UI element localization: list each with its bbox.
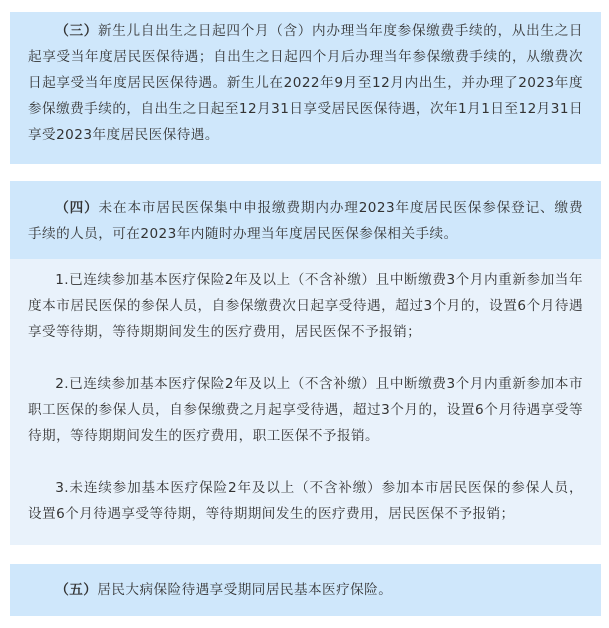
- section-4-text: 未在本市居民医保集中申报缴费期内办理2023年度居民医保参保登记、缴费手续的人员，可在2023年内随时办理当年度居民医保参保相关手续。: [28, 200, 583, 242]
- items-block: [10, 259, 601, 545]
- section-5-text: 居民大病保险待遇享受期同居民基本医疗保险。: [97, 582, 393, 598]
- section-3-block: [10, 12, 601, 164]
- section-3-label: （三）: [55, 23, 98, 39]
- section-5-block: [10, 564, 601, 616]
- section-3-paragraph: [28, 18, 583, 148]
- section-3-text: 新生儿自出生之日起四个月（含）内办理当年度参保缴费手续的，从出生之日起享受当年度居民医保待遇；自出生之日起四个月后办理当年参保缴费手续的，从缴费次日起享受当年度居民医保待遇。新生儿在2022年9月至12月内出生，并办理了2023年度参保缴费手续的，自出生之日起至12月31日享受居民医保待遇，次年1月1日至12月31日享受2023年度居民医保待遇。: [28, 23, 583, 143]
- section-4-label: （四）: [55, 200, 99, 216]
- section-4-block: [10, 181, 601, 259]
- list-item-1: 1.已连续参加基本医疗保险2年及以上（不含补缴）且中断缴费3个月内重新参加当年度本市居民医保的参保人员，自参保缴费次日起享受待遇，超过3个月的，设置6个月待遇享受等待期，等待期期间发生的医疗费用，居民医保不予报销；: [28, 272, 583, 340]
- section-5-label: （五）: [55, 582, 98, 598]
- section-4-paragraph: [28, 195, 583, 247]
- list-item-3: 3.未连续参加基本医疗保险2年及以上（不含补缴）参加本市居民医保的参保人员，设置6个月待遇享受等待期，等待期期间发生的医疗费用，居民医保不予报销；: [28, 480, 583, 522]
- section-5-paragraph: [28, 577, 583, 603]
- list-item-2: 2.已连续参加基本医疗保险2年及以上（不含补缴）且中断缴费3个月内重新参加本市职工医保的参保人员，自参保缴费之月起享受待遇，超过3个月的，设置6个月待遇享受等待期，等待期期间发生的医疗费用，职工医保不予报销。: [28, 376, 583, 444]
